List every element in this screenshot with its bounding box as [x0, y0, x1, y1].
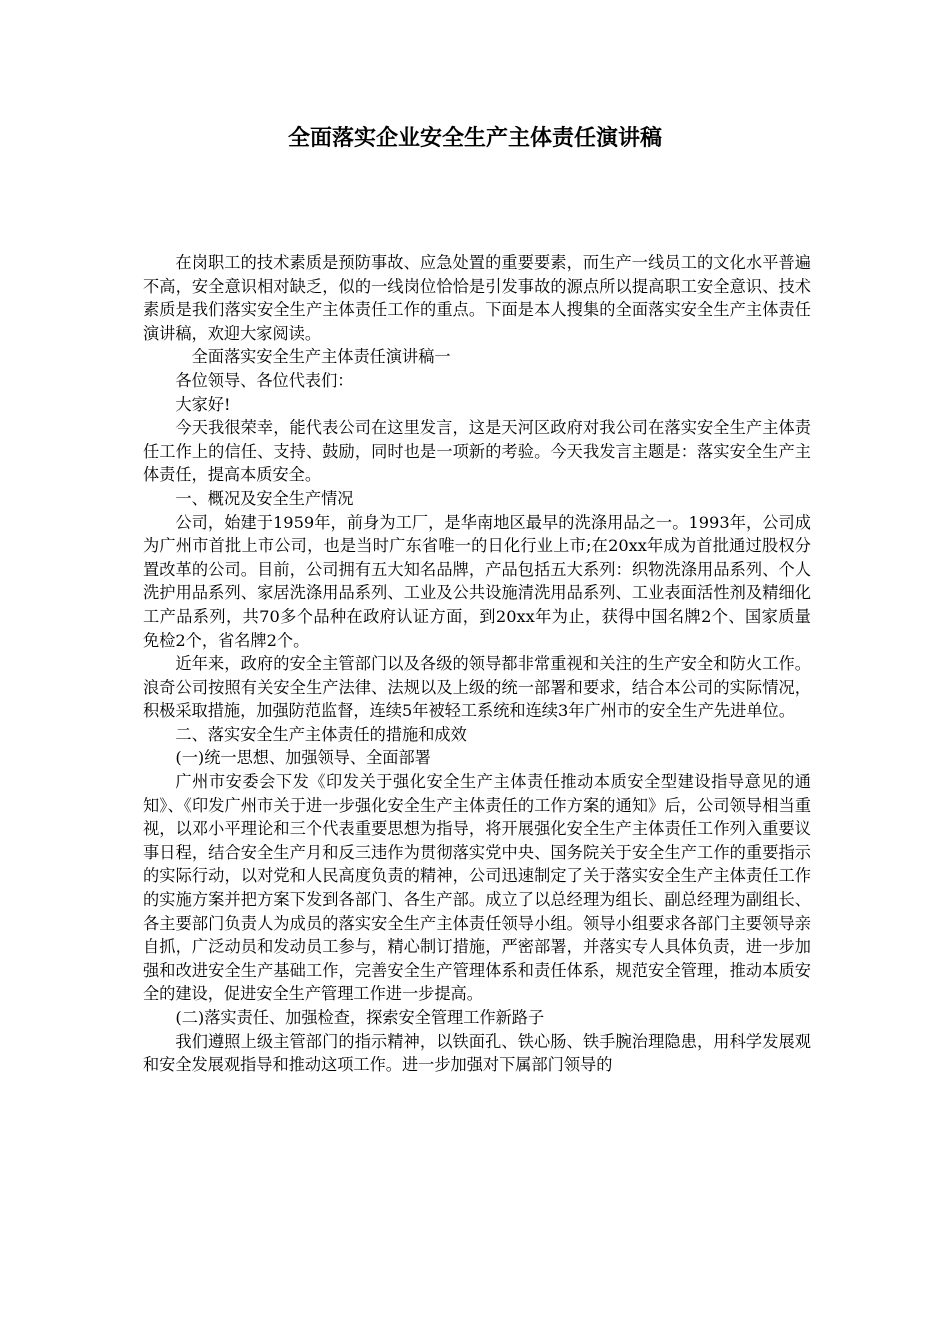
paragraph: 一、概况及安全生产情况 [175, 488, 354, 508]
paragraph: 公司，始建于1959年，前身为工厂，是华南地区最早的洗涤用品之一。1993年，公司成为广州市首批上市公司，也是当时广东省唯一的日化行业上市;在20xx年成为首批通过股权分置改革的公司。目前，公司拥有五大知名品牌，产品包括五大系列：织物洗涤用品系列、个人洗护用品系列、家居洗涤用品系列、工业及公共设施清洗用品系列、工业表面活性剂及精细化工产品系列，共70多个品种在政府认证方面，到20xx年为止，获得中国名牌2个、国家质量免检2个，省名牌2个。 [143, 512, 811, 650]
paragraph: 今天我很荣幸，能代表公司在这里发言，这是天河区政府对我公司在落实安全生产主体责任工作上的信任、支持、鼓励，同时也是一项新的考验。今天我发言主题是：落实安全生产主体责任，提高本质安全。 [143, 418, 811, 485]
paragraph: 大家好! [175, 394, 231, 414]
paragraph: 近年来，政府的安全主管部门以及各级的领导都非常重视和关注的生产安全和防火工作。浪奇公司按照有关安全生产法律、法规以及上级的统一部署和要求，结合本公司的实际情况，积极采取措施，加强防范监督，连续5年被轻工系统和连续3年广州市的安全生产先进单位。 [143, 654, 811, 721]
document-body [143, 251, 811, 1077]
paragraph: 在岗职工的技术素质是预防事故、应急处置的重要要素，而生产一线员工的文化水平普遍不高，安全意识相对缺乏，似的一线岗位恰恰是引发事故的源点所以提高职工安全意识、技术素质是我们落实安全生产主体责任工作的重点。下面是本人搜集的全面落实安全生产主体责任演讲稿，欢迎大家阅读。 [143, 253, 811, 343]
paragraph: 全面落实安全生产主体责任演讲稿一 [191, 347, 451, 367]
paragraph: 二、落实安全生产主体责任的措施和成效 [175, 724, 467, 744]
paragraph: 广州市安委会下发《印发关于强化安全生产主体责任推动本质安全型建设指导意见的通知》、《印发广州市关于进一步强化安全生产主体责任的工作方案的通知》后，公司领导相当重视，以邓小平理论和三个代表重要思想为指导，将开展强化安全生产主体责任工作列入重要议事日程，结合安全生产月和反三违作为贯彻落实党中央、国务院关于安全生产工作的重要指示的实际行动，以对党和人民高度负责的精神，公司迅速制定了关于落实安全生产主体责任工作的实施方案并把方案下发到各部门、各生产部。成立了以总经理为组长、副总经理为副组长、各主要部门负责人为成员的落实安全生产主体责任领导小组。领导小组要求各部门主要领导亲自抓，广泛动员和发动员工参与，精心制订措施，严密部署，并落实专人具体负责，进一步加强和改进安全生产基础工作，完善安全生产管理体系和责任体系，规范安全管理，推动本质安全的建设，促进安全生产管理工作进一步提高。 [143, 772, 811, 1004]
paragraph: (一)统一思想、加强领导、全面部署 [175, 748, 431, 768]
paragraph: 各位领导、各位代表们： [175, 370, 354, 390]
paragraph: 我们遵照上级主管部门的指示精神，以铁面孔、铁心肠、铁手腕治理隐患，用科学发展观和安全发展观指导和推动这项工作。进一步加强对下属部门领导的 [143, 1031, 811, 1075]
document-title: 全面落实企业安全生产主体责任演讲稿 [287, 126, 662, 151]
paragraph: (二)落实责任、加强检查，探索安全管理工作新路子 [175, 1008, 545, 1027]
